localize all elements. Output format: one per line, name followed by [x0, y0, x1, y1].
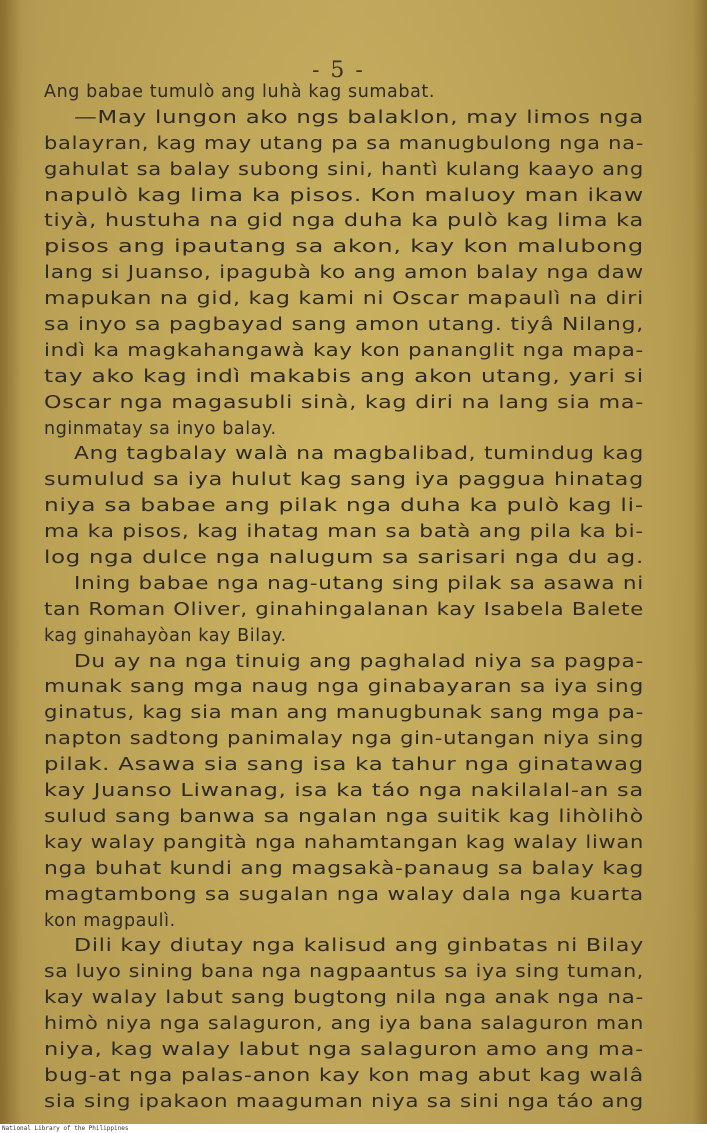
text-line: indì ka magkahangawà kay kon pananglit nga mapa-	[44, 340, 644, 361]
text-line: tiyà, hustuha na gid nga duha ka pulò kag lima ka	[44, 211, 645, 232]
text-line: bug-at nga palas-anon kay kon mag abut kag walâ	[44, 1065, 644, 1086]
text-line: pisos ang ipautang sa akon, kay kon malubong	[44, 237, 644, 258]
text-line: Oscar nga magasubli sinà, kag diri na lang sia ma-	[44, 392, 645, 413]
text-line: kay walay pangità nga nahamtangan kag walay liwan	[44, 832, 644, 853]
text-line: nginmatay sa inyo balay.	[44, 418, 277, 439]
text-line: pilak. Asawa sia sang isa ka tahur nga ginatawag	[44, 755, 644, 776]
text-line: balayran, kag may utang pa sa manugbulong nga na-	[44, 133, 645, 154]
text-line: munak sang mga naug nga ginabayaran sa iya sing	[44, 677, 645, 698]
text-line: niya, kag walay labut nga salaguron amo ang ma-	[44, 1039, 645, 1060]
text-line: Du ay na nga tinuig ang paghalad niya sa pagpa-	[74, 651, 645, 672]
text-line: log nga dulce nga nalugum sa sarisari nga du ag.	[44, 548, 645, 569]
text-line: kon magpaulì.	[44, 910, 176, 931]
text-line: napton sadtong panimalay nga gin-utangan niya sing	[44, 729, 645, 750]
text-line: tan Roman Oliver, ginahingalanan kay Isabela Balete	[44, 599, 645, 620]
library-credit: National Library of the Philippines	[2, 1125, 129, 1132]
text-line: lang si Juanso, ipagubà ko ang amon balay nga daw	[44, 263, 645, 284]
text-line: niya sa babae ang pilak nga duha ka pulò kag li-	[44, 496, 645, 517]
text-line: magtambong sa sugalan nga walay dala nga kuarta	[44, 884, 644, 905]
text-line: ginatus, kag sia man ang manugbunak sang mga pa-	[44, 703, 645, 724]
text-line: kay Juanso Liwanag, isa ka táo nga nakilalal-an sa	[44, 781, 644, 802]
text-line: himò niya nga salaguron, ang iya bana salaguron man	[44, 1014, 645, 1035]
text-line: sa luyo sining bana nga nagpaantus sa iya sing tuman,	[44, 962, 645, 983]
text-line: kay walay labut sang bugtong nila nga anak nga na-	[44, 988, 644, 1009]
text-line: nga buhat kundi ang magsakà-panaug sa balay kag	[44, 858, 645, 879]
text-line: ma ka pisos, kag ihatag man sa batà ang pila ka bi-	[44, 522, 645, 543]
text-line: Ining babae nga nag-utang sing pilak sa asawa ni	[74, 573, 644, 594]
text-line: sulud sang banwa sa ngalan nga suitik kag lihòlihò	[44, 806, 645, 827]
body-text	[44, 80, 644, 1116]
text-line: tay ako kag indì makabis ang akon utang, yari si	[44, 366, 644, 387]
text-line: sa inyo sa pagbayad sang amon utang. tiyâ Nilang,	[44, 315, 644, 336]
text-line: gahulat sa balay subong sini, hantì kulang kaayo ang	[44, 159, 644, 180]
text-line: sumulud sa iya hulut kag sang iya paggua hinatag	[44, 470, 644, 491]
text-line: Ang tagbalay walà na magbalibad, tumindug kag	[74, 444, 645, 465]
text-line: mapukan na gid, kag kami ni Oscar mapaulì na diri	[44, 289, 645, 310]
text-line: napulò kag lima ka pisos. Kon maluoy man ikaw	[44, 185, 644, 206]
text-line: sia sing ipakaon maaguman niya sa sini nga táo ang	[44, 1091, 644, 1112]
text-line: —May lungon ako ngs balaklon, may limos nga	[74, 107, 645, 128]
text-line: kag ginahayòan kay Bilay.	[44, 625, 287, 646]
page-number: - 5 -	[312, 58, 365, 83]
text-line: Ang babae tumulò ang luhà kag sumabat.	[44, 82, 436, 102]
text-line: Dili kay diutay nga kalisud ang ginbatas ni Bilay	[74, 936, 644, 957]
